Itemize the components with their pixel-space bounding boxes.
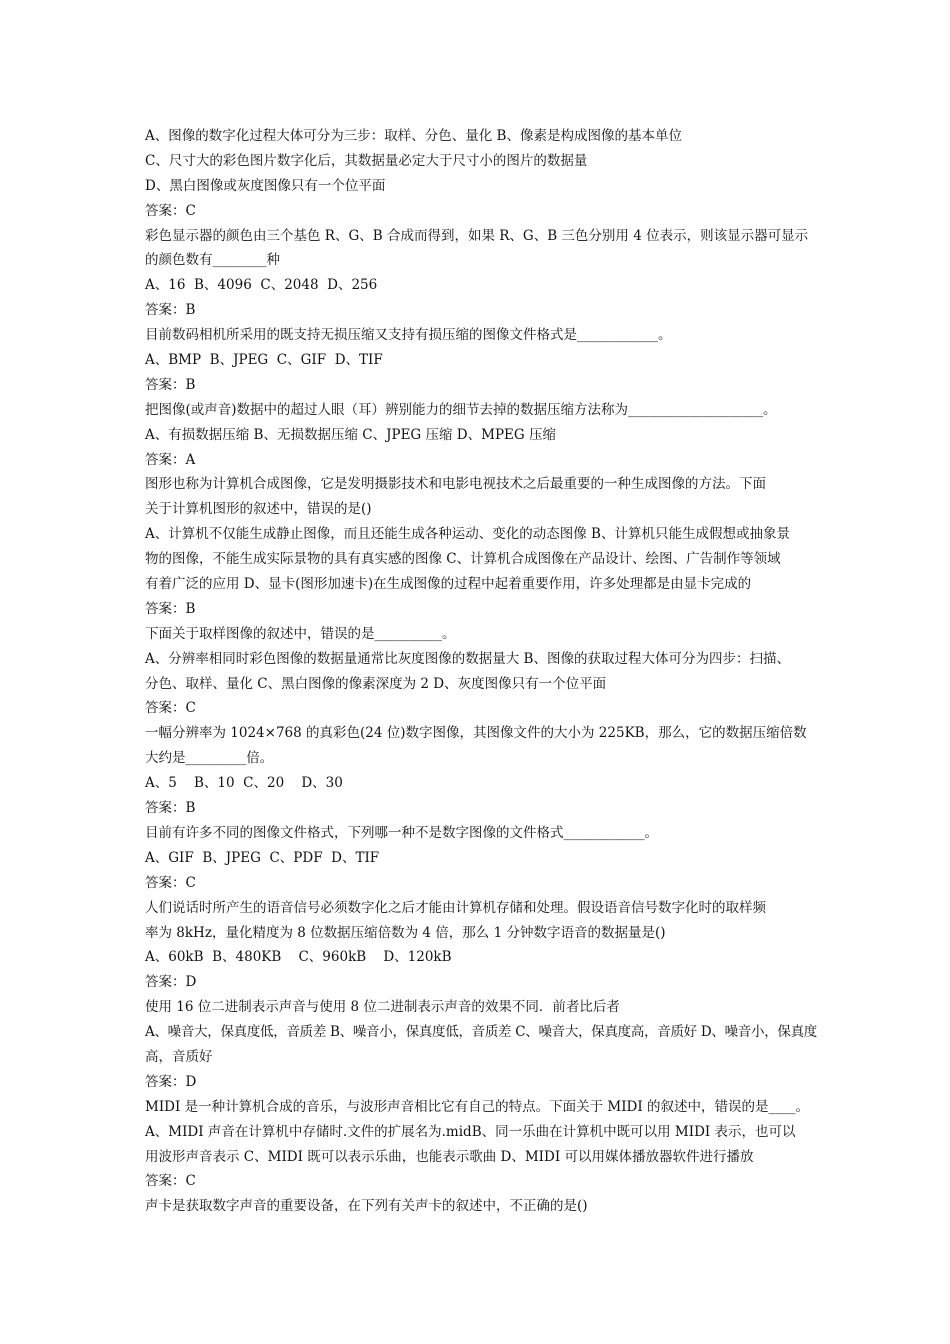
answer-line: 答案：B (145, 302, 196, 319)
answer-line: 答案：B (145, 376, 196, 393)
options-line: A、有损数据压缩 B、无损数据压缩 C、JPEG 压缩 D、MPEG 压缩 (145, 426, 556, 443)
options-line: A、5 B、10 C、20 D、30 (145, 775, 343, 792)
question-line: 使用 16 位二进制表示声音与使用 8 位二进制表示声音的效果不同．前者比后者 (145, 999, 620, 1016)
question-line: 声卡是获取数字声音的重要设备，在下列有关声卡的叙述中，不正确的是() (145, 1198, 588, 1215)
options-line: A、BMP B、JPEG C、GIF D、TIF (145, 352, 383, 369)
options-line: A、分辨率相同时彩色图像的数据量通常比灰度图像的数据量大 B、图像的获取过程大体可分为四步：扫描、 (145, 650, 790, 667)
text-line: A、图像的数字化过程大体可分为三步：取样、分色、量化 B、像素是构成图像的基本单位 (145, 128, 682, 144)
answer-line: 答案：C (145, 700, 196, 717)
question-line: 大约是_________倍。 (145, 750, 274, 767)
answer-line: 答案：C (145, 874, 196, 891)
options-line: A、计算机不仅能生成静止图像，而且还能生成各种运动、变化的动态图像 B、计算机只能生成假想或抽象景 (145, 526, 790, 543)
options-line: 有着广泛的应用 D、显卡(图形加速卡)在生成图像的过程中起着重要作用，许多处理都是由显卡完成的 (145, 576, 752, 593)
question-line: 目前有许多不同的图像文件格式，下列哪一种不是数字图像的文件格式____________。 (145, 824, 658, 841)
question-line: MIDI 是一种计算机合成的音乐，与波形声音相比它有自己的特点。下面关于 MIDI 的叙述中，错误的是____。 (145, 1098, 809, 1115)
question-line: 图形也称为计算机合成图像，它是发明摄影技术和电影电视技术之后最重要的一种生成图像的方法。下面 (145, 476, 766, 493)
question-line: 率为 8kHz，量化精度为 8 位数据压缩倍数为 4 倍，那么 1 分钟数字语音的数据量是() (145, 924, 666, 941)
question-line: 彩色显示器的颜色由三个基色 R、G、B 合成而得到，如果 R、G、B 三色分别用 4 位表示，则该显示器可显示 (145, 227, 809, 244)
options-line: 分色、取样、量化 C、黑白图像的像素深度为 2 D、灰度图像只有一个位平面 (145, 675, 607, 692)
question-line: 一幅分辨率为 1024×768 的真彩色(24 位)数字图像，其图像文件的大小为 225KB，那么，它的数据压缩倍数 (145, 725, 807, 742)
options-line: A、60kB B、480KB C、960kB D、120kB (145, 949, 452, 966)
options-line: A、噪音大，保真度低，音质差 B、噪音小，保真度低，音质差 C、噪音大，保真度高，音质好 D、噪音小，保真度 (145, 1024, 817, 1041)
answer-line: 答案：C (145, 1173, 196, 1190)
options-line: A、GIF B、JPEG C、PDF D、TIF (145, 849, 380, 866)
options-line: A、16 B、4096 C、2048 D、256 (145, 277, 378, 294)
question-line: 人们说话时所产生的语音信号必须数字化之后才能由计算机存储和处理。假设语音信号数字化时的取样频 (145, 899, 766, 916)
options-line: 高，音质好 (145, 1048, 213, 1065)
question-line: 把图像(或声音)数据中的超过人眼（耳）辨别能力的细节去掉的数据压缩方法称为____________________。 (145, 401, 777, 418)
question-line: 的颜色数有________种 (145, 252, 280, 269)
answer-line: 答案：A (145, 451, 196, 468)
answer-line: 答案：D (145, 1073, 197, 1090)
answer-line: 答案：B (145, 600, 196, 617)
options-line: 用波形声音表示 C、MIDI 既可以表示乐曲，也能表示歌曲 D、MIDI 可以用媒体播放器软件进行播放 (145, 1148, 754, 1165)
text-line: D、黑白图像或灰度图像只有一个位平面 (145, 177, 386, 194)
answer-line: 答案：C (145, 202, 196, 219)
question-line: 下面关于取样图像的叙述中，错误的是__________。 (145, 625, 456, 642)
answer-line: 答案：B (145, 800, 196, 817)
options-line: 物的图像，不能生成实际景物的具有真实感的图像 C、计算机合成图像在产品设计、绘图、广告制作等领域 (145, 551, 781, 568)
answer-line: 答案：D (145, 974, 197, 991)
text-line: C、尺寸大的彩色图片数字化后，其数据量必定大于尺寸小的图片的数据量 (145, 152, 588, 169)
question-line: 关于计算机图形的叙述中，错误的是() (145, 501, 372, 518)
document-body (145, 124, 817, 1219)
options-line: A、MIDI 声音在计算机中存储时.文件的扩展名为.midB、同一乐曲在计算机中既可以用 MIDI 表示，也可以 (145, 1123, 796, 1140)
question-line: 目前数码相机所采用的既支持无损压缩又支持有损压缩的图像文件格式是____________。 (145, 327, 672, 344)
